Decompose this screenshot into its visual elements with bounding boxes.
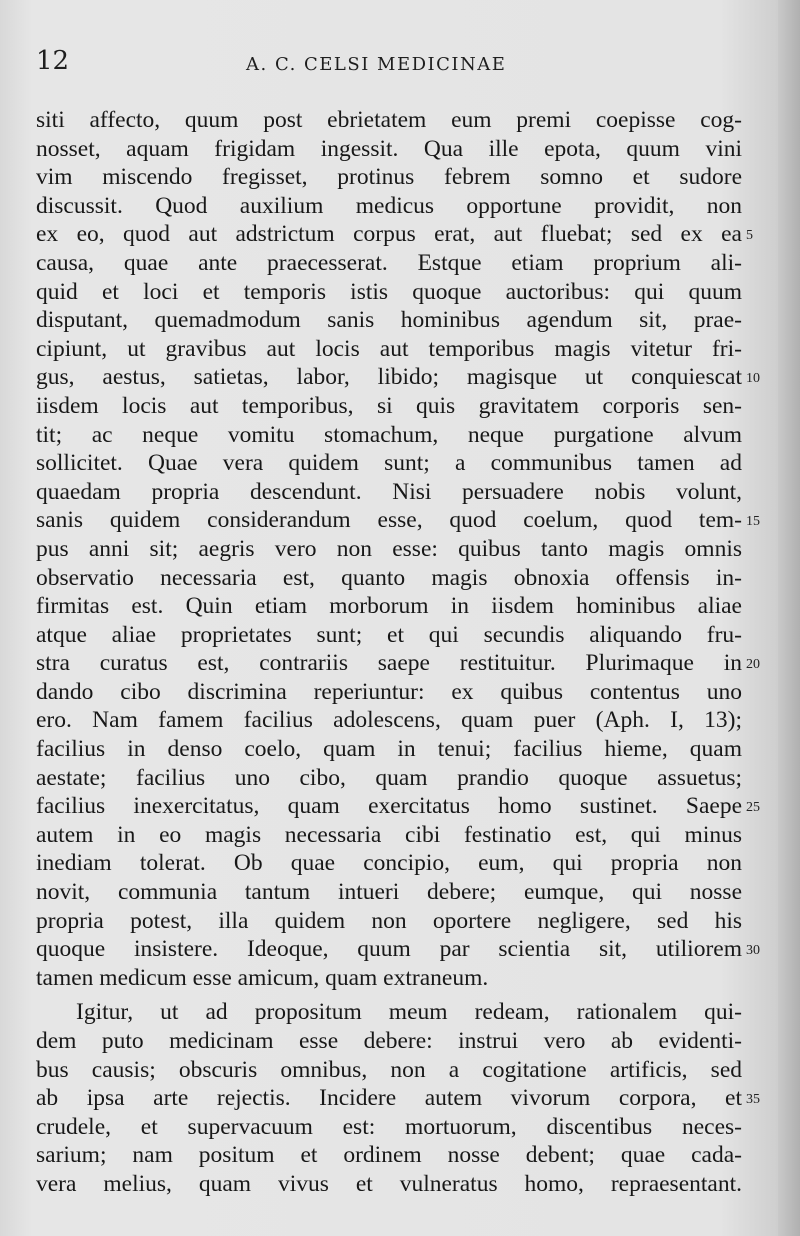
text-line-content: quaedam propria descendunt. Nisi persuadere nobis volunt, xyxy=(36,478,742,505)
text-line-content: observatio necessaria est, quanto magis obnoxia offensis in- xyxy=(36,564,742,591)
text-line-content: facilius in denso coelo, quam in tenui; facilius hieme, quam xyxy=(36,736,742,763)
text-line-content: siti affecto, quum post ebrietatem eum premi coepisse cog- xyxy=(36,107,742,133)
text-line xyxy=(36,706,742,735)
text-line xyxy=(36,363,760,392)
text-line xyxy=(36,1084,760,1113)
text-line-content: quid et loci et temporis istis quoque auctoribus: qui quum xyxy=(36,278,742,305)
text-line xyxy=(36,278,742,307)
text-line-content: nosset, aquam frigidam ingessit. Qua ille epota, quum vini xyxy=(36,135,742,162)
text-line-content: cipiunt, ut gravibus aut locis aut temporibus magis vitetur fri- xyxy=(36,335,742,362)
text-line-content: iisdem locis aut temporibus, si quis gravitatem corporis sen- xyxy=(36,392,742,419)
text-line xyxy=(36,506,760,535)
text-line-content: crudele, et supervacuum est: mortuorum, discentibus neces- xyxy=(36,1113,742,1140)
text-line xyxy=(36,998,742,1027)
page-edge xyxy=(778,0,800,1236)
text-line xyxy=(36,821,742,850)
text-line-content: Igitur, ut ad propositum meum redeam, rationalem qui- xyxy=(76,999,742,1026)
text-line xyxy=(36,306,742,335)
text-line xyxy=(36,106,742,135)
text-line xyxy=(36,421,742,450)
text-line xyxy=(36,878,742,907)
text-line xyxy=(36,249,742,278)
text-line-content: discussit. Quod auxilium medicus opportune providit, non xyxy=(36,192,742,219)
running-head: A. C. CELSI MEDICINAE xyxy=(246,54,507,75)
text-line-content: sarium; nam positum et ordinem nosse debent; quae cada- xyxy=(36,1142,742,1169)
line-number: 10 xyxy=(746,371,760,387)
text-line xyxy=(36,335,742,364)
text-line xyxy=(36,1027,742,1056)
text-line xyxy=(36,1170,742,1199)
text-line xyxy=(36,907,742,936)
text-line-content: pus anni sit; aegris vero non esse: quibus tanto magis omnis xyxy=(36,535,742,562)
text-line xyxy=(36,392,742,421)
text-line-content: vera melius, quam vivus et vulneratus homo, repraesentant. xyxy=(36,1170,742,1197)
text-line-content: novit, communia tantum intueri debere; eumque, qui nosse xyxy=(36,879,742,906)
text-line xyxy=(36,478,742,507)
text-line-content: vim miscendo fregisset, protinus febrem somno et sudore xyxy=(36,164,742,191)
text-line xyxy=(36,564,742,593)
page-header xyxy=(36,46,756,78)
text-line xyxy=(36,1056,742,1085)
line-number: 35 xyxy=(746,1092,760,1108)
text-line-content: gus, aestus, satietas, labor, libido; magisque ut conquiescat xyxy=(36,364,742,391)
text-line-content: quoque insistere. Ideoque, quum par scientia sit, utiliorem xyxy=(36,936,742,963)
line-number: 20 xyxy=(746,657,760,673)
text-line xyxy=(36,1141,742,1170)
line-number: 5 xyxy=(746,228,753,244)
text-line xyxy=(36,220,753,249)
text-line-content: aestate; facilius uno cibo, quam prandio quoque assuetus; xyxy=(36,764,742,791)
text-line-content: ex eo, quod aut adstrictum corpus erat, aut fluebat; sed ex ea xyxy=(36,221,742,248)
text-line xyxy=(36,678,742,707)
text-line xyxy=(36,621,742,650)
text-line-content: inediam tolerat. Ob quae concipio, eum, qui propria non xyxy=(36,850,742,877)
text-line xyxy=(36,849,742,878)
text-line xyxy=(36,163,742,192)
text-line-content: disputant, quemadmodum sanis hominibus agendum sit, prae- xyxy=(36,307,742,334)
line-number: 30 xyxy=(746,943,760,959)
text-line xyxy=(36,535,742,564)
text-line xyxy=(36,192,742,221)
body-text xyxy=(36,106,760,1199)
text-line-content: sanis quidem considerandum esse, quod coelum, quod tem- xyxy=(36,507,742,534)
text-line-content: tamen medicum esse amicum, quam extraneum. xyxy=(36,964,489,991)
text-line xyxy=(36,735,742,764)
text-line-content: dem puto medicinam esse debere: instrui vero ab evidenti- xyxy=(36,1028,742,1054)
page-number: 12 xyxy=(36,46,70,76)
text-line-content: dando cibo discrimina reperiuntur: ex quibus contentus uno xyxy=(36,678,742,705)
text-line xyxy=(36,935,760,964)
text-line-content: stra curatus est, contrariis saepe restituitur. Plurimaque in xyxy=(36,650,742,677)
text-line-content: firmitas est. Quin etiam morborum in iisdem hominibus aliae xyxy=(36,593,742,620)
text-line-content: facilius inexercitatus, quam exercitatus homo sustinet. Saepe xyxy=(36,793,742,820)
text-line xyxy=(36,449,742,478)
text-line-content: tit; ac neque vomitu stomachum, neque purgatione alvum xyxy=(36,421,742,448)
text-line xyxy=(36,135,742,164)
text-line-content: propria potest, illa quidem non oportere negligere, sed his xyxy=(36,907,742,934)
text-line xyxy=(36,764,742,793)
line-number: 25 xyxy=(746,800,760,816)
text-line-content: causa, quae ante praecesserat. Estque etiam proprium ali- xyxy=(36,249,742,276)
text-line-content: ero. Nam famem facilius adolescens, quam puer (Aph. I, 13); xyxy=(36,707,742,734)
text-line xyxy=(36,1113,742,1142)
line-number: 15 xyxy=(746,514,760,530)
text-line xyxy=(36,592,742,621)
text-line-content: autem in eo magis necessaria cibi festinatio est, qui minus xyxy=(36,821,742,848)
text-line xyxy=(36,792,760,821)
text-line xyxy=(36,649,760,678)
text-line-content: ab ipsa arte rejectis. Incidere autem vivorum corpora, et xyxy=(36,1085,742,1112)
text-line-content: sollicitet. Quae vera quidem sunt; a communibus tamen ad xyxy=(36,450,742,477)
text-line xyxy=(36,964,742,993)
text-line-content: bus causis; obscuris omnibus, non a cogitatione artificis, sed xyxy=(36,1056,742,1083)
text-line-content: atque aliae proprietates sunt; et qui secundis aliquando fru- xyxy=(36,621,742,648)
